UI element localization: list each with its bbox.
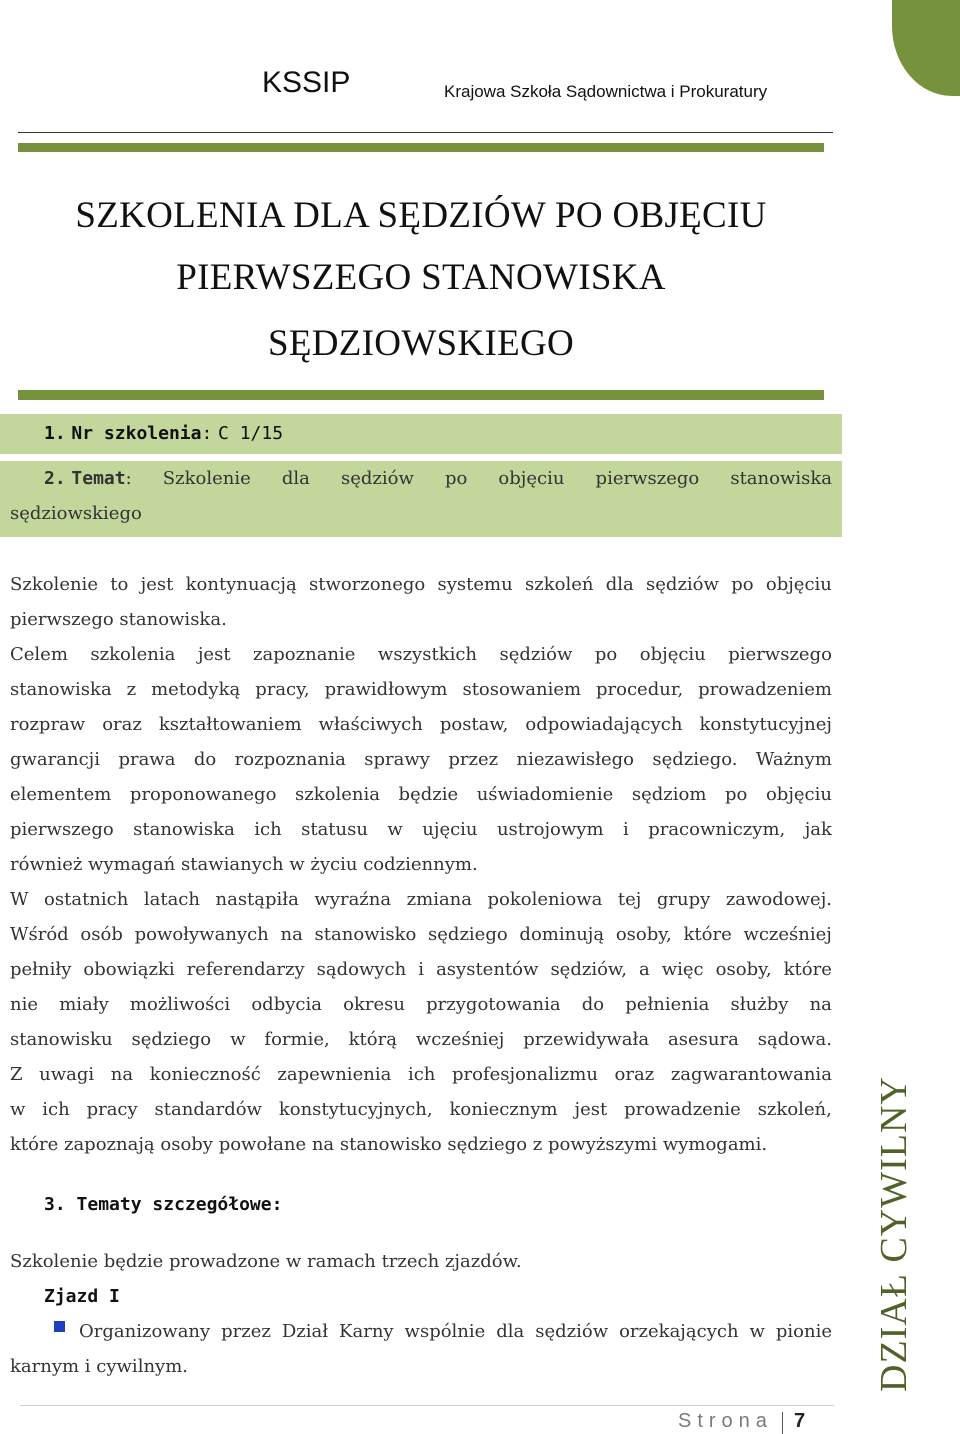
topic-word: sędziów	[340, 468, 414, 489]
paragraph-line: Szkolenie to jest kontynuacją stworzonego systemu szkoleń dla sędziów po objęciu	[10, 574, 832, 595]
bullet-line-2: karnym i cywilnym.	[10, 1356, 188, 1377]
corner-tab	[892, 0, 960, 96]
side-section-label: DZIAŁ CYWILNY	[873, 1076, 915, 1392]
training-topic-cont: sędziowskiego	[10, 503, 142, 524]
paragraph-line: również wymagań stawianych w życiu codziennym.	[10, 854, 478, 875]
paragraph-line: Celem szkolenia jest zapoznanie wszystkich sędziów po objęciu pierwszego	[10, 644, 832, 665]
bullet-square-icon	[54, 1321, 65, 1332]
paragraph-line: gwarancji prawa do rozpoznania sprawy przez niezawisłego sędziego. Ważnym	[10, 749, 832, 770]
doc-title-line-1: SZKOLENIA DLA SĘDZIÓW PO OBJĘCIU	[75, 195, 767, 236]
paragraph-line: pierwszego stanowiska.	[10, 609, 227, 630]
footer-label: Strona	[678, 1410, 773, 1432]
doc-title-line-3: SĘDZIOWSKIEGO	[267, 323, 575, 364]
paragraph-line: rozpraw oraz kształtowaniem właściwych postaw, odpowiadających konstytucyjnej	[10, 714, 832, 735]
zjazd-label: Zjazd I	[44, 1286, 120, 1307]
topic-word: stanowiska	[730, 468, 832, 489]
paragraph-line: nie miały możliwości odbycia okresu przygotowania do pełnienia służby na	[10, 994, 832, 1015]
title-green-bar	[18, 390, 824, 400]
bullet-line-1: Organizowany przez Dział Karny wspólnie dla sędziów orzekających w pionie	[79, 1321, 832, 1342]
paragraph-line: stanowiska z metodyką pracy, prawidłowym stosowaniem procedur, prowadzeniem	[10, 679, 832, 700]
section-3-intro: Szkolenie będzie prowadzone w ramach trzech zjazdów.	[10, 1251, 522, 1272]
header-green-bar	[18, 143, 824, 152]
topic-label-group	[44, 468, 132, 489]
topic-word: objęciu	[498, 468, 565, 489]
footer-separator	[782, 1412, 783, 1434]
section-heading-text: Tematy szczegółowe:	[76, 1194, 283, 1215]
item-label: Nr szkolenia	[71, 423, 202, 444]
topic-word: po	[444, 468, 468, 489]
footer-divider	[20, 1405, 834, 1406]
header-divider	[18, 132, 833, 133]
training-number-value: C 1/15	[218, 423, 284, 444]
bullet-item	[54, 1321, 832, 1343]
topic-word: dla	[281, 468, 310, 489]
paragraph-line: Z uwagi na konieczność zapewnienia ich profesjonalizmu oraz zagwarantowania	[10, 1064, 832, 1085]
section-3-heading	[44, 1194, 282, 1215]
paragraph-line: w ich pracy standardów konstytucyjnych, koniecznym jest prowadzenie szkoleń,	[10, 1099, 832, 1120]
paragraph-line: stanowisku sędziego w formie, którą wcześniej przewidywała asesura sądowa.	[10, 1029, 832, 1050]
item-colon: :	[201, 423, 213, 444]
header-org-full: Krajowa Szkoła Sądownictwa i Prokuratury	[444, 82, 768, 101]
training-number	[44, 423, 283, 444]
header-org: KSSIP	[262, 66, 351, 99]
item-number: 2.	[44, 468, 66, 489]
topic-word: pierwszego	[595, 468, 700, 489]
paragraph-line: W ostatnich latach nastąpiła wyraźna zmiana pokoleniowa tej grupy zawodowej.	[10, 889, 832, 910]
doc-title-line-2: PIERWSZEGO STANOWISKA	[176, 257, 666, 298]
section-number: 3.	[44, 1194, 66, 1215]
training-topic	[44, 468, 832, 489]
page-number: 7	[794, 1410, 806, 1432]
item-number: 1.	[44, 423, 66, 444]
item-colon: :	[125, 468, 132, 489]
item-label: Temat	[71, 468, 126, 489]
paragraph-line: Wśród osób powoływanych na stanowisko sędziego dominują osoby, które wcześniej	[10, 924, 832, 945]
paragraph-line: pełniły obowiązki referendarzy sądowych i asystentów sędziów, a więc osoby, które	[10, 959, 832, 980]
topic-word: Szkolenie	[162, 468, 251, 489]
paragraph-line: które zapoznają osoby powołane na stanowisko sędziego z powyższymi wymogami.	[10, 1134, 768, 1155]
paragraph-line: pierwszego stanowiska ich statusu w ujęciu ustrojowym i pracowniczym, jak	[10, 819, 832, 840]
paragraph-line: elementem proponowanego szkolenia będzie uświadomienie sędziom po objęciu	[10, 784, 832, 805]
